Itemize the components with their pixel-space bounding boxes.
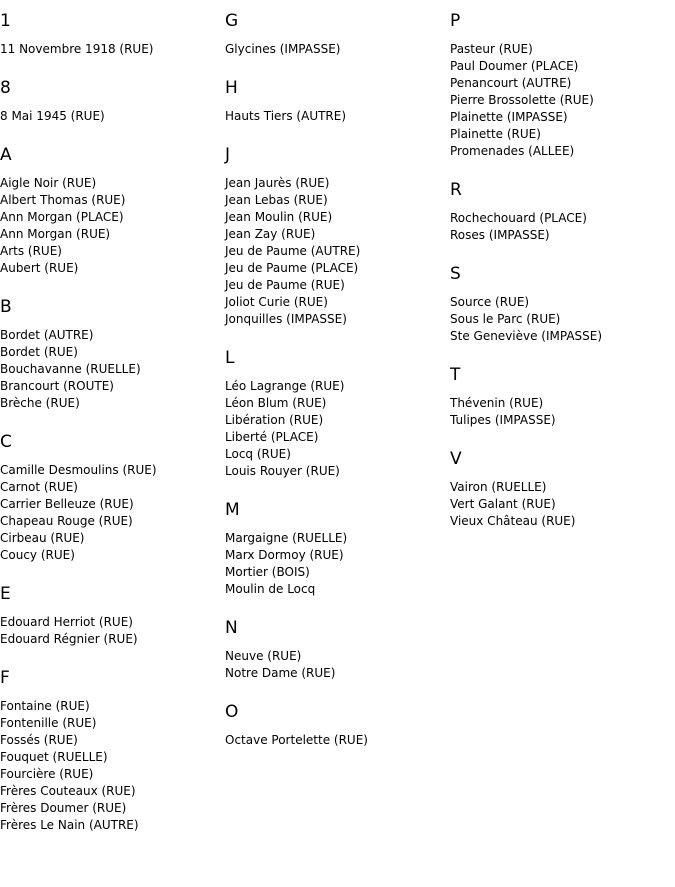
letter-group <box>450 263 675 345</box>
letter-group <box>0 10 220 58</box>
street-link[interactable]: Sous le Parc (RUE) <box>450 312 561 326</box>
street-link[interactable]: Joliot Curie (RUE) <box>225 295 328 309</box>
street-link[interactable]: Locq (RUE) <box>225 447 291 461</box>
street-link[interactable]: Notre Dame (RUE) <box>225 666 336 680</box>
street-link[interactable]: Jean Lebas (RUE) <box>225 193 328 207</box>
street-link[interactable]: Margaigne (RUELLE) <box>225 531 348 545</box>
street-link[interactable]: Thévenin (RUE) <box>450 396 544 410</box>
street-link[interactable]: Coucy (RUE) <box>0 548 75 562</box>
letter-group <box>225 144 445 328</box>
street-link[interactable]: Jeu de Paume (RUE) <box>225 278 345 292</box>
letter-heading: A <box>0 145 12 165</box>
street-link[interactable]: Brèche (RUE) <box>0 396 80 410</box>
street-link[interactable]: Jonquilles (IMPASSE) <box>225 312 347 326</box>
street-link[interactable]: Fontaine (RUE) <box>0 699 90 713</box>
street-link[interactable]: Fouquet (RUELLE) <box>0 750 108 764</box>
letter-heading: N <box>225 618 238 638</box>
street-link[interactable]: Camille Desmoulins (RUE) <box>0 463 157 477</box>
street-link[interactable]: Edouard Herriot (RUE) <box>0 615 133 629</box>
letter-group <box>225 347 445 480</box>
letter-group <box>225 77 445 125</box>
street-link[interactable]: Liberté (PLACE) <box>225 430 319 444</box>
street-link[interactable]: Hauts Tiers (AUTRE) <box>225 109 347 123</box>
street-link[interactable]: Moulin de Locq <box>225 582 316 596</box>
street-link[interactable]: Pasteur (RUE) <box>450 42 533 56</box>
letter-group <box>225 617 445 682</box>
letter-heading: L <box>225 348 235 368</box>
letter-heading: J <box>225 145 231 165</box>
street-link[interactable]: Jean Zay (RUE) <box>225 227 316 241</box>
street-column-2 <box>225 10 445 768</box>
street-link[interactable]: Léo Lagrange (RUE) <box>225 379 345 393</box>
letter-group <box>225 499 445 598</box>
street-link[interactable]: Libération (RUE) <box>225 413 324 427</box>
street-link[interactable]: Vairon (RUELLE) <box>450 480 547 494</box>
street-link[interactable]: Jeu de Paume (AUTRE) <box>225 244 361 258</box>
street-link[interactable]: Paul Doumer (PLACE) <box>450 59 579 73</box>
street-link[interactable]: Carrier Belleuze (RUE) <box>0 497 134 511</box>
street-link[interactable]: Plainette (RUE) <box>450 127 541 141</box>
street-link[interactable]: Neuve (RUE) <box>225 649 302 663</box>
street-link[interactable]: Chapeau Rouge (RUE) <box>0 514 133 528</box>
letter-heading: B <box>0 297 12 317</box>
street-link[interactable]: Frères Le Nain (AUTRE) <box>0 818 139 832</box>
street-link[interactable]: Louis Rouyer (RUE) <box>225 464 340 478</box>
street-link[interactable]: Cirbeau (RUE) <box>0 531 85 545</box>
street-link[interactable]: Fossés (RUE) <box>0 733 78 747</box>
street-link[interactable]: Frères Doumer (RUE) <box>0 801 127 815</box>
street-link[interactable]: Penancourt (AUTRE) <box>450 76 572 90</box>
street-link[interactable]: Edouard Régnier (RUE) <box>0 632 138 646</box>
street-link[interactable]: Frères Couteaux (RUE) <box>0 784 136 798</box>
letter-heading: M <box>225 500 240 520</box>
letter-heading: S <box>450 264 461 284</box>
street-link[interactable]: Arts (RUE) <box>0 244 62 258</box>
letter-group <box>225 10 445 58</box>
street-link[interactable]: Jean Jaurès (RUE) <box>225 176 330 190</box>
letter-heading: 1 <box>0 11 11 31</box>
letter-group <box>450 448 675 530</box>
street-link[interactable]: Ann Morgan (PLACE) <box>0 210 124 224</box>
street-link[interactable]: 8 Mai 1945 (RUE) <box>0 109 105 123</box>
street-link[interactable]: Brancourt (ROUTE) <box>0 379 114 393</box>
street-link[interactable]: Rochechouard (PLACE) <box>450 211 587 225</box>
street-link[interactable]: Source (RUE) <box>450 295 530 309</box>
letter-heading: R <box>450 180 462 200</box>
letter-heading: O <box>225 702 239 722</box>
letter-group <box>225 701 445 749</box>
street-link[interactable]: Bordet (AUTRE) <box>0 328 94 342</box>
letter-group <box>0 77 220 125</box>
street-link[interactable]: Plainette (IMPASSE) <box>450 110 568 124</box>
letter-heading: G <box>225 11 239 31</box>
street-link[interactable]: Fourcière (RUE) <box>0 767 94 781</box>
street-link[interactable]: Jeu de Paume (PLACE) <box>225 261 359 275</box>
letter-heading: T <box>450 365 461 385</box>
street-link[interactable]: Octave Portelette (RUE) <box>225 733 368 747</box>
letter-group <box>450 10 675 160</box>
street-link[interactable]: Bordet (RUE) <box>0 345 78 359</box>
letter-heading: H <box>225 78 238 98</box>
letter-group <box>0 296 220 412</box>
letter-group <box>0 144 220 277</box>
street-link[interactable]: Glycines (IMPASSE) <box>225 42 341 56</box>
street-link[interactable]: Ann Morgan (RUE) <box>0 227 111 241</box>
street-link[interactable]: Marx Dormoy (RUE) <box>225 548 344 562</box>
street-link[interactable]: 11 Novembre 1918 (RUE) <box>0 42 154 56</box>
street-link[interactable]: Roses (IMPASSE) <box>450 228 550 242</box>
letter-heading: 8 <box>0 78 11 98</box>
street-link[interactable]: Albert Thomas (RUE) <box>0 193 126 207</box>
letter-group <box>0 667 220 834</box>
street-link[interactable]: Vieux Château (RUE) <box>450 514 576 528</box>
street-link[interactable]: Bouchavanne (RUELLE) <box>0 362 141 376</box>
letter-group <box>450 179 675 244</box>
street-link[interactable]: Aigle Noir (RUE) <box>0 176 97 190</box>
letter-heading: C <box>0 432 12 452</box>
letter-heading: F <box>0 668 10 688</box>
street-link[interactable]: Vert Galant (RUE) <box>450 497 556 511</box>
street-link[interactable]: Pierre Brossolette (RUE) <box>450 93 594 107</box>
street-link[interactable]: Aubert (RUE) <box>0 261 79 275</box>
street-column-3 <box>450 10 675 549</box>
street-link[interactable]: Fontenille (RUE) <box>0 716 97 730</box>
letter-heading: P <box>450 11 461 31</box>
street-link[interactable]: Tulipes (IMPASSE) <box>450 413 556 427</box>
street-link[interactable]: Carnot (RUE) <box>0 480 78 494</box>
street-link[interactable]: Ste Geneviève (IMPASSE) <box>450 329 603 343</box>
street-link[interactable]: Léon Blum (RUE) <box>225 396 327 410</box>
letter-heading: E <box>0 584 11 604</box>
letter-group <box>450 364 675 429</box>
street-column-1 <box>0 10 220 853</box>
letter-group <box>0 583 220 648</box>
street-link[interactable]: Mortier (BOIS) <box>225 565 310 579</box>
letter-group <box>0 431 220 564</box>
street-link[interactable]: Jean Moulin (RUE) <box>225 210 333 224</box>
street-link[interactable]: Promenades (ALLEE) <box>450 144 575 158</box>
letter-heading: V <box>450 449 462 469</box>
